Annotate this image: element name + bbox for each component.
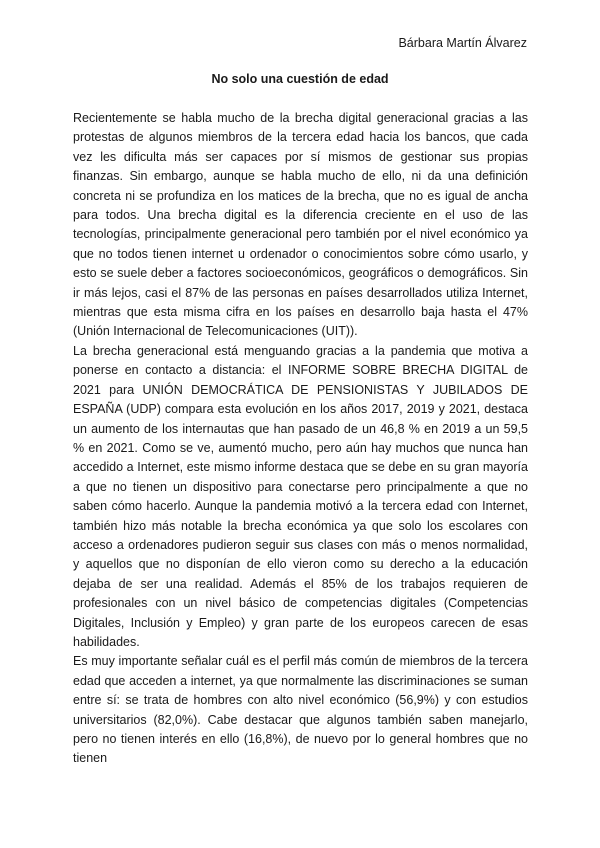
author-name: Bárbara Martín Álvarez (398, 36, 527, 50)
document-title: No solo una cuestión de edad (211, 72, 389, 86)
document-body (73, 109, 528, 769)
paragraph-1: Recientemente se habla mucho de la brecha digital generacional gracias a las protestas de algunos miembros de la tercera edad hacia los bancos, que cada vez les dificulta más ser capaces por sí mismos de gestionar sus propias finanzas. Sin embargo, aunque se habla mucho de ello, ni da una definición concreta ni se profundiza en los matices de la brecha, que no es igual de ancha para todos. Una brecha digital es la diferencia creciente en el uso de las tecnologías, principalmente generacional pero también por el nivel económico ya que no todos tienen internet u ordenador o conocimientos sobre cómo usarlo, y esto se suele deber a factores socioeconómicos, geográficos o demográficos. Sin ir más lejos, casi el 87% de las personas en países desarrollados utiliza Internet, mientras que esta misma cifra en los países en desarrollo baja hasta el 47% (Unión Internacional de Telecomunicaciones (UIT)). (73, 111, 528, 339)
paragraph-3: Es muy importante señalar cuál es el perfil más común de miembros de la tercera edad que acceden a internet, ya que normalmente las discriminaciones se suman entre sí: se trata de hombres con alto nivel económico (56,9%) y con estudios universitarios (82,0%). Cabe destacar que algunos también saben manejarlo, pero no tienen interés en ello (16,8%), de nuevo por lo general hombres que no tienen (73, 654, 528, 766)
paragraph-2: La brecha generacional está menguando gracias a la pandemia que motiva a ponerse en contacto a distancia: el INFORME SOBRE BRECHA DIGITAL de 2021 para UNIÓN DEMOCRÁTICA DE PENSIONISTAS Y JUBILADOS DE ESPAÑA (UDP) compara esta evolución en los años 2017, 2019 y 2021, destaca un aumento de los internautas que han pasado de un 46,8 % en 2019 a un 59,5 % en 2021. Como se ve, aumentó mucho, pero aún hay muchos que nunca han accedido a Internet, este mismo informe destaca que se debe en su gran mayoría a que no tienen un dispositivo para conectarse pero principalmente a que no saben cómo hacerlo. Aunque la pandemia motivó a la tercera edad con Internet, también hizo más notable la brecha económica ya que solo los escolares con acceso a ordenadores pudieron seguir sus clases con más o menos normalidad, y aquellos que no disponían de ello vieron como su derecho a la educación dejaba de ser una realidad. Además el 85% de los trabajos requieren de profesionales con un nivel básico de competencias digitales (Competencias Digitales, Inclusión y Empleo) y gran parte de los europeos carecen de esas habilidades. (73, 343, 528, 649)
